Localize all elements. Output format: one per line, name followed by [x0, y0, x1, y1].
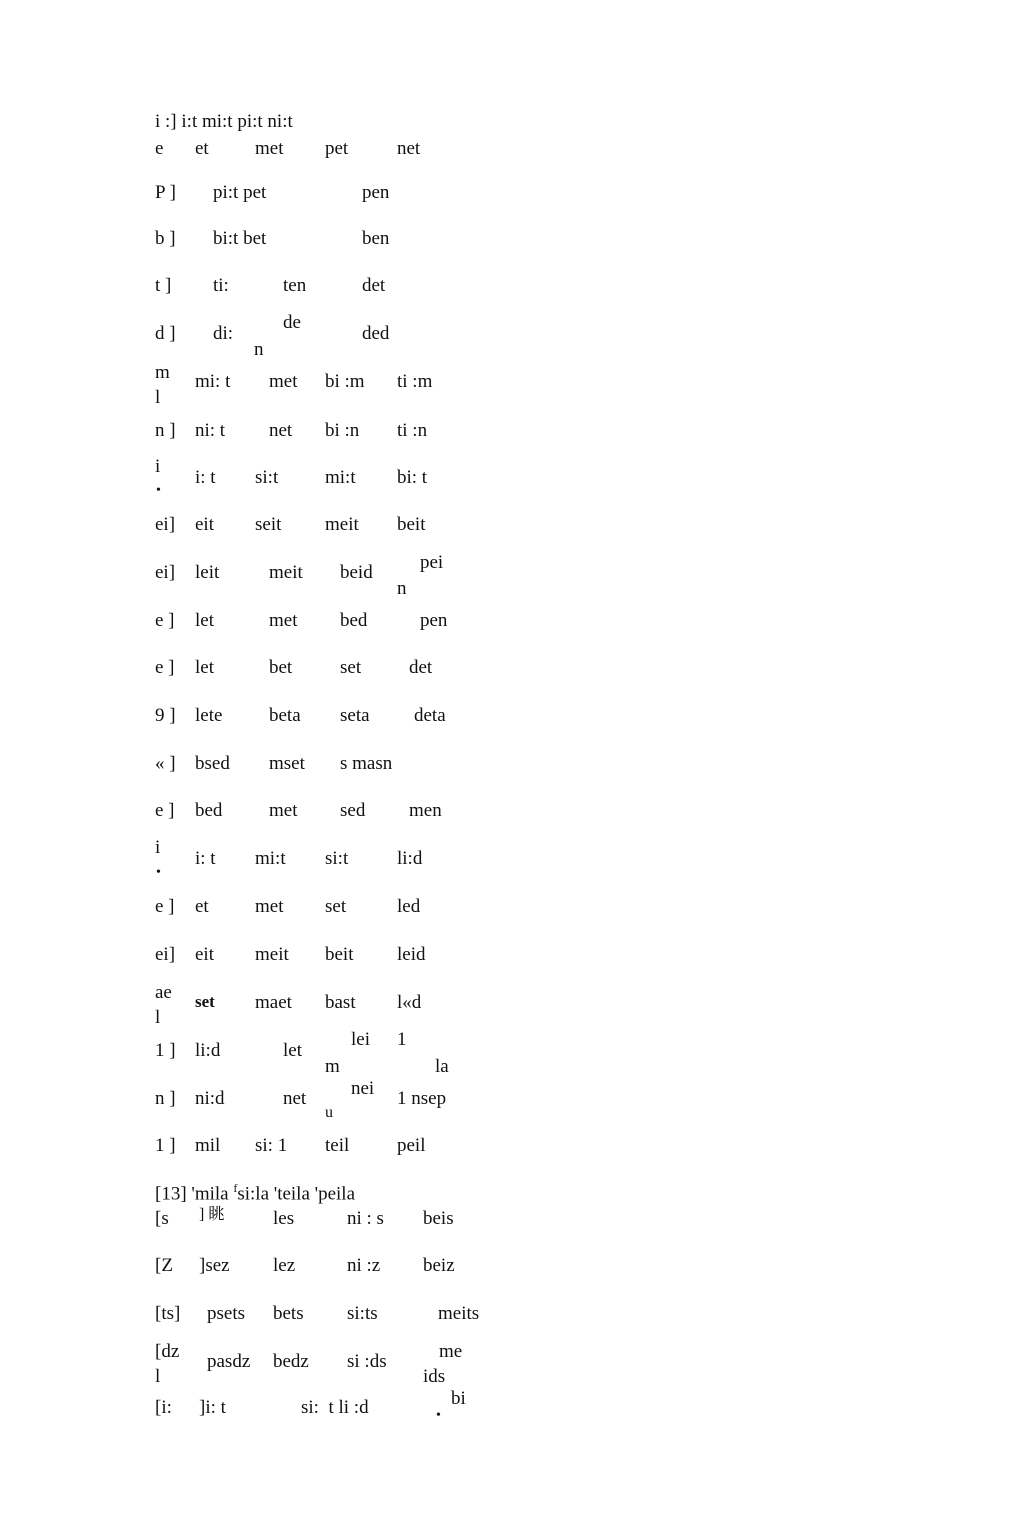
row-23-symbol: 1 ]: [155, 1135, 176, 1156]
row-13-word: set: [340, 657, 362, 678]
row-4-word: bi:t bet: [213, 228, 267, 249]
row-20-symbol: ae: [155, 982, 172, 1003]
row-18-word: met: [255, 896, 284, 917]
row-16-word: men: [409, 800, 442, 821]
row-16-word: met: [269, 800, 298, 821]
row-9-symbol-dot: •: [156, 483, 161, 498]
row-14-word: beta: [269, 705, 301, 726]
row-25-symbol-glyph: ] 眺: [199, 1206, 225, 1223]
row-20-word: bast: [325, 992, 356, 1013]
row-14-symbol: 9 ]: [155, 705, 176, 726]
row-3-word: pi:t pet: [213, 182, 267, 203]
row-2-word: pet: [325, 138, 349, 159]
row-29-symbol: [i:: [155, 1397, 172, 1418]
row-5-word: det: [362, 275, 386, 296]
row-19-word: eit: [195, 944, 214, 965]
row-19-symbol: ei]: [155, 944, 176, 965]
row-18-word: et: [195, 896, 209, 917]
row-6-symbol: d ]: [155, 323, 176, 344]
row-22-word: net: [283, 1088, 307, 1109]
row-24-text: [155, 1182, 355, 1203]
row-17-word: i: t: [195, 848, 216, 869]
row-2-word: et: [195, 138, 209, 159]
row-15-word: bsed: [195, 753, 230, 774]
row-17-word: si:t: [325, 848, 349, 869]
row-9-symbol: i: [155, 456, 161, 477]
row-25-word: beis: [423, 1208, 454, 1229]
row-27-word: meits: [438, 1303, 480, 1324]
row-14-word: lete: [195, 705, 223, 726]
row-24-superscript: f: [233, 1181, 238, 1195]
row-19-word: meit: [255, 944, 289, 965]
row-8-word: bi :n: [325, 420, 360, 441]
row-29-word: si: t li :d: [301, 1397, 369, 1418]
row-26-symbol: [Z: [155, 1255, 173, 1276]
row-27-word: bets: [273, 1303, 304, 1324]
row-23-word: mil: [195, 1135, 221, 1156]
row-13-word: bet: [269, 657, 293, 678]
row-9-word: i: t: [195, 467, 216, 488]
row-28-word-fragment: ids: [423, 1366, 446, 1387]
row-22-word-fragment: u: [325, 1104, 333, 1121]
row-10-symbol: ei]: [155, 514, 176, 535]
row-26-word: lez: [273, 1255, 296, 1276]
row-19-word: beit: [325, 944, 354, 965]
row-2-word: met: [255, 138, 284, 159]
row-8-symbol: n ]: [155, 420, 176, 441]
row-13-symbol: e ]: [155, 657, 175, 678]
row-14-word: seta: [340, 705, 370, 726]
row-29-word-fragment: bi: [451, 1388, 466, 1409]
row-13-word: det: [409, 657, 433, 678]
row-10-word: seit: [255, 514, 282, 535]
row-11-word: meit: [269, 562, 303, 583]
row-23-word: teil: [325, 1135, 350, 1156]
row-20-word: l«d: [397, 992, 422, 1013]
row-19-word: leid: [397, 944, 426, 965]
row-29-dot: •: [436, 1408, 441, 1423]
row-22-symbol: n ]: [155, 1088, 176, 1109]
row-21-word: li:d: [195, 1040, 221, 1061]
row-7-symbol: m: [155, 362, 170, 383]
row-11-word-fragment: n: [397, 578, 407, 599]
row-7-symbol-bracket: l: [155, 387, 161, 408]
row-9-word: si:t: [255, 467, 279, 488]
row-21-symbol: 1 ]: [155, 1040, 176, 1061]
row-6-word-fragment: n: [254, 339, 264, 360]
row-3-word: pen: [362, 182, 390, 203]
row-21-word-fragment: 1: [397, 1029, 407, 1050]
row-6-word-fragment: de: [283, 312, 301, 333]
row-10-word: eit: [195, 514, 214, 535]
row-17-word: li:d: [397, 848, 423, 869]
row-23-word: peil: [397, 1135, 426, 1156]
row-13-word: let: [195, 657, 214, 678]
row-12-word: pen: [420, 610, 448, 631]
row-16-symbol: e ]: [155, 800, 175, 821]
row-12-word: let: [195, 610, 214, 631]
row-4-symbol: b ]: [155, 228, 176, 249]
row-23-word: si: 1: [255, 1135, 288, 1156]
row-14-word: deta: [414, 705, 446, 726]
row-7-word: bi :m: [325, 371, 365, 392]
row-15-word: mset: [269, 753, 305, 774]
row-7-word: met: [269, 371, 298, 392]
row-5-word: ti:: [213, 275, 229, 296]
row-26-word: beiz: [423, 1255, 455, 1276]
row-11-word-fragment: pei: [420, 552, 444, 573]
row-25-word: ni : s: [347, 1208, 384, 1229]
row-15-symbol: « ]: [155, 753, 176, 774]
row-17-symbol: i: [155, 837, 161, 858]
row-8-word: net: [269, 420, 293, 441]
row-7-word: mi: t: [195, 371, 231, 392]
row-18-symbol: e ]: [155, 896, 175, 917]
row-20-word: set: [195, 992, 215, 1011]
row-11-symbol: ei]: [155, 562, 176, 583]
row-26-word: ]sez: [199, 1255, 230, 1276]
row-12-word: bed: [340, 610, 368, 631]
row-11-word: leit: [195, 562, 220, 583]
row-2-symbol: e: [155, 138, 164, 159]
row-12-symbol: e ]: [155, 610, 175, 631]
row-6-word: di:: [213, 323, 234, 344]
row-3-symbol: P ]: [155, 182, 176, 203]
row-20-symbol-bracket: l: [155, 1007, 161, 1028]
row-24-text-part: si:la 'teila 'peila: [237, 1183, 355, 1205]
row-21-word: let: [283, 1040, 302, 1061]
row-16-word: sed: [340, 800, 366, 821]
row-8-word: ti :n: [397, 420, 428, 441]
row-8-word: ni: t: [195, 420, 226, 441]
row-22-word: ni:d: [195, 1088, 225, 1109]
row-25-word: les: [273, 1208, 295, 1229]
row-16-word: bed: [195, 800, 223, 821]
row-1-text: i :] i:t mi:t pi:t ni:t: [155, 111, 293, 132]
row-21-word-fragment: m: [325, 1056, 340, 1077]
row-22-word: 1 nsep: [397, 1088, 447, 1109]
row-15-word: s masn: [340, 753, 393, 774]
row-6-word: ded: [362, 323, 390, 344]
row-27-symbol: [ts]: [155, 1303, 181, 1324]
row-27-word: si:ts: [347, 1303, 378, 1324]
row-5-word: ten: [283, 275, 307, 296]
row-26-word: ni :z: [347, 1255, 381, 1276]
row-7-word: ti :m: [397, 371, 433, 392]
row-2-word: net: [397, 138, 421, 159]
row-29-word: ]i: t: [199, 1397, 226, 1418]
row-28-word: pasdz: [207, 1351, 251, 1372]
row-9-word: mi:t: [325, 467, 356, 488]
row-25-symbol: [s: [155, 1208, 169, 1229]
row-10-word: beit: [397, 514, 426, 535]
row-28-word: bedz: [273, 1351, 309, 1372]
row-4-word: ben: [362, 228, 390, 249]
row-17-symbol-dot: •: [156, 865, 161, 880]
row-21-word-fragment: lei: [351, 1029, 370, 1050]
row-10-word: meit: [325, 514, 359, 535]
row-18-word: set: [325, 896, 347, 917]
row-18-word: led: [397, 896, 421, 917]
row-28-word: si :ds: [347, 1351, 387, 1372]
row-28-symbol-bracket: l: [155, 1366, 161, 1387]
row-21-word-fragment: la: [435, 1056, 449, 1077]
row-20-word: maet: [255, 992, 292, 1013]
row-24-text-part: [13] 'mila: [155, 1183, 234, 1205]
row-17-word: mi:t: [255, 848, 286, 869]
row-5-symbol: t ]: [155, 275, 172, 296]
row-28-word-fragment: me: [439, 1341, 463, 1362]
row-28-symbol: [dz: [155, 1341, 180, 1362]
row-11-word: beid: [340, 562, 373, 583]
row-22-word-fragment: nei: [351, 1078, 375, 1099]
row-12-word: met: [269, 610, 298, 631]
row-27-word: psets: [207, 1303, 245, 1324]
row-9-word: bi: t: [397, 467, 428, 488]
